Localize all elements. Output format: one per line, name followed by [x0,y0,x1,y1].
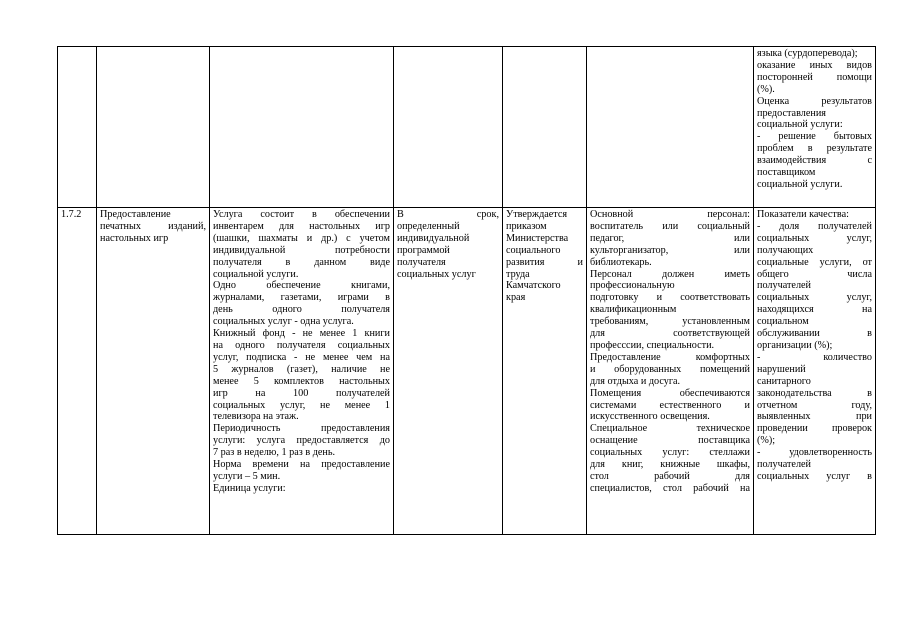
text-line: социальной услуги. [213,268,299,280]
text-line: В срок, [397,209,499,220]
text-line: Периодичность предоставления [213,423,390,435]
text-line: Персонал должен иметь [590,268,750,280]
text-line: края [506,292,526,304]
text-line: стол рабочий для [590,470,750,482]
text-line: Книжный фонд - не менее 1 книги [213,328,390,340]
text-line: искусственного освещения. [590,411,710,423]
text-line: законодательства в [757,387,872,399]
text-line: Показатели качества: [757,209,849,220]
text-line: обслуживании в [757,328,872,340]
text-line: общего числа [757,268,872,280]
text-line: получателя [397,256,446,268]
text-line: организации (%); [757,339,833,351]
text-line: отчетном году, [757,399,872,411]
text-line: приказом [506,220,547,232]
text-line: для книг, книжные шкафы, [590,459,750,471]
text-line: 7 раз в неделю, 1 раз в день. [213,447,336,459]
description-cell [210,47,394,208]
criteria-cell [754,208,876,535]
text-line: для отдыха и досуга. [590,375,681,387]
text-line: 5 журналов (газет), наличие не [213,363,390,375]
table-row-service-1-7-2 [58,208,876,535]
text-line: социальных услуг, [757,232,872,244]
text-line: - удовлетворенность [757,447,872,459]
text-line: развития и [506,256,583,268]
term-cell [394,47,503,208]
text-line: воспитатель или социальный [590,220,750,232]
text-line: инвентарем для настольных игр [213,220,390,232]
text-line: получателей [757,280,812,292]
text-line: Предоставление комфортных [590,351,750,363]
text-line: професссии, специальности. [590,339,715,351]
text-line: определенный [397,220,460,232]
text-line: квалификационным [590,304,677,316]
text-line: (%); [757,435,776,447]
conditions-cell [587,47,754,208]
text-line: на одного получателя социальных [213,339,390,351]
text-line: социальных услуг [397,268,476,280]
criteria-cell [754,47,876,208]
text-line: социальных услуг в [757,470,872,482]
text-line: языка (сурдоперевода); [757,48,858,59]
text-line: социальных услуг: стеллажи [590,447,750,459]
text-line: Услуга состоит в обеспечении [213,209,390,220]
text-line: Камчатского [506,280,561,292]
social-services-table [57,46,876,535]
text-line: предоставления [757,107,826,119]
text-line: взаимодействия с [757,155,872,167]
text-line: услуг, подписка - не менее чем на [213,351,390,363]
text-line: профессиональную [590,280,675,292]
text-line: Единица услуги: [213,482,286,494]
text-line: поставщиком [757,167,816,179]
text-line: (шашки, шахматы и др.) с учетом [213,232,390,244]
text-line: получателя в данном виде [213,256,390,268]
number-cell [58,47,97,208]
service-number: 1.7.2 [61,209,82,220]
text-line: педагог, или [590,232,750,244]
text-line: социальной услуги. [757,178,843,190]
text-line: Предоставление [100,209,171,220]
text-line: и оборудованных помещений [590,363,750,375]
text-line: посторонней помощи [757,71,872,83]
tariff-cell [503,208,587,535]
text-line: проведении проверок [757,423,872,435]
text-line: социальных услуг, [757,292,872,304]
text-line: Одно обеспечение книгами, [213,280,390,292]
service-name-cell [97,208,210,535]
text-line: библиотекарь. [590,256,652,268]
text-line: требованиям, установленным [590,316,750,328]
text-line: игр на 100 получателей [213,387,390,399]
text-line: выявленных при [757,411,872,423]
text-line: индивидуальной [397,232,470,244]
text-line: для соответствующей [590,328,750,340]
text-line: санитарного [757,375,811,387]
text-line: - количество [757,351,872,363]
text-line: Помещения обеспечиваются [590,387,750,399]
tariff-cell [503,47,587,208]
text-line: настольных игр [100,232,169,244]
text-line: социальных услуг - одна услуга. [213,316,354,328]
text-line: Утверждается [506,209,568,220]
table-row-continuation [58,47,876,208]
text-line: - доля получателей [757,220,872,232]
conditions-cell [587,208,754,535]
text-line: оснащение поставщика [590,435,750,447]
service-name-cell [97,47,210,208]
text-line: социальные услуги, от [757,256,872,268]
text-line: оказание иных видов [757,59,872,71]
text-line: Основной персонал: [590,209,750,220]
text-line: труда [506,268,530,280]
text-line: социального [506,244,561,256]
text-line: индивидуальной потребности [213,244,390,256]
text-line: Норма времени на предоставление [213,459,390,471]
text-line: культорганизатор, или [590,244,750,256]
text-line: системами естественного и [590,399,750,411]
number-cell [58,208,97,535]
text-line: журналами, газетами, играми в [213,292,390,304]
text-line: печатных изданий, [100,220,206,232]
text-line: подготовку и соответствовать [590,292,750,304]
text-line: услуги: услуга предоставляется до [213,435,390,447]
text-line: телевизора на этаж. [213,411,299,423]
text-line: (%). [757,83,775,95]
text-line: Оценка результатов [757,95,872,107]
text-line: находящихся на [757,304,872,316]
text-line: проблем в результате [757,143,872,155]
text-line: программой [397,244,450,256]
text-line: специалистов, стол рабочий на [590,482,750,494]
text-line: социальном [757,316,809,328]
term-cell [394,208,503,535]
text-line: Специальное техническое [590,423,750,435]
text-line: получателей [757,459,812,471]
text-line: получающих [757,244,814,256]
text-line: социальной услуги: [757,119,843,131]
text-line: менее 5 комплектов настольных [213,375,390,387]
text-line: социальных услуг, не менее 1 [213,399,390,411]
text-line: - решение бытовых [757,131,872,143]
text-line: день одного получателя [213,304,390,316]
text-line: Министерства [506,232,569,244]
description-cell [210,208,394,535]
text-line: услуги – 5 мин. [213,470,281,482]
text-line: нарушений [757,363,806,375]
